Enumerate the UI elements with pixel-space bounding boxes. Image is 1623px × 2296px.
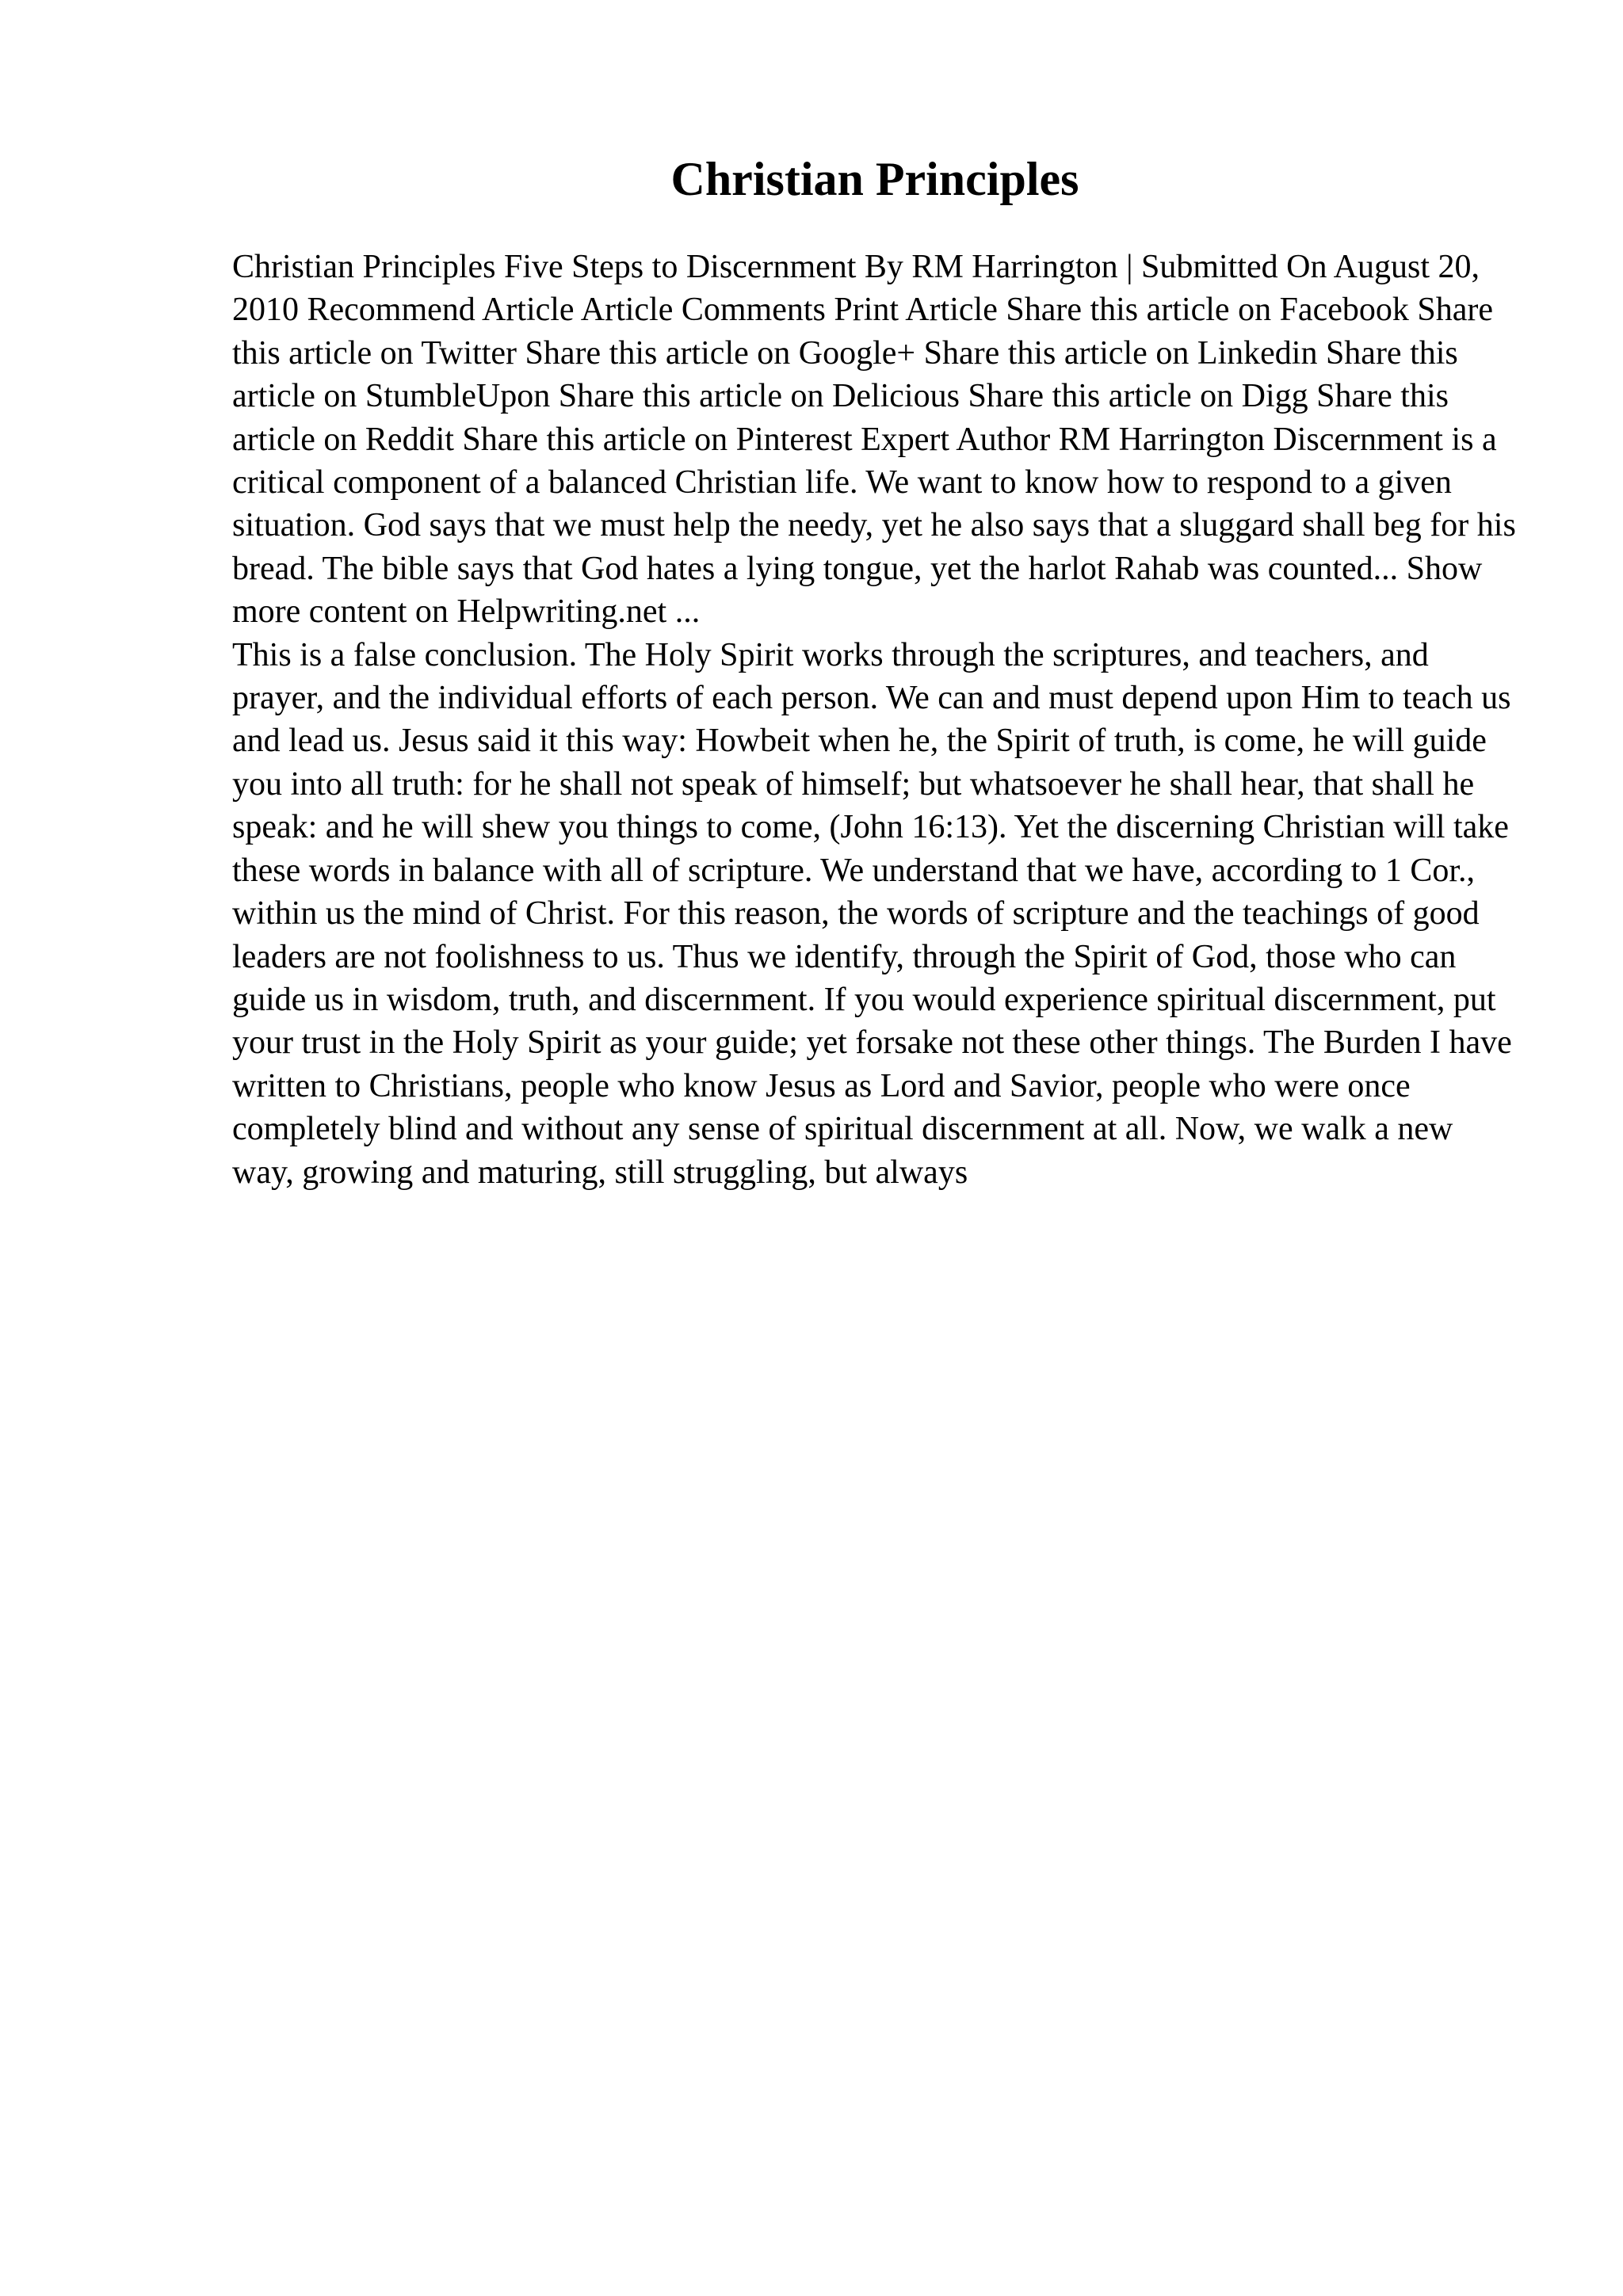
paragraph-intro: Christian Principles Five Steps to Discernment By RM Harrington | Submitted On August 20, 2010 Recommend Article Article Comments Print Article Share this article on Facebook Share this article on Twitter Share this article on Google+ Share this article on Linkedin Share this article on StumbleUpon Share this article on Delicious Share this article on Digg Share this article on Reddit Share this article on Pinterest Expert Author RM Harrington Discernment is a critical component of a balanced Christian life. We want to know how to respond to a given situation. God says that we must help the needy, yet he also says that a sluggard shall beg for his bread. The bible says that God hates a lying tongue, yet the harlot Rahab was counted... Show more content on Helpwriting.net ...: [232, 249, 1516, 631]
page-title: Christian Principles: [670, 153, 1079, 205]
paragraph-main: This is a false conclusion. The Holy Spirit works through the scriptures, and teachers, and prayer, and the individual efforts of each person. We can and must depend upon Him to teach us and lead us. Jesus said it this way: Howbeit when he, the Spirit of truth, is come, he will guide you into all truth: for he shall not speak of himself; but whatsoever he shall hear, that shall he speak: and he will shew you things to come, (John 16:13). Yet the discerning Christian will take these words in balance with all of scripture. We understand that we have, according to 1 Cor., within us the mind of Christ. For this reason, the words of scripture and the teachings of good leaders are not foolishness to us. Thus we identify, through the Spirit of God, those who can guide us in wisdom, truth, and discernment. If you would experience spiritual discernment, put your trust in the Holy Spirit as your guide; yet forsake not these other things. The Burden I have written to Christians, people who know Jesus as Lord and Savior, people who were once completely blind and without any sense of spiritual discernment at all. Now, we walk a new way, growing and maturing, still struggling, but always: [232, 636, 1512, 1191]
article-body: [232, 246, 1516, 1194]
